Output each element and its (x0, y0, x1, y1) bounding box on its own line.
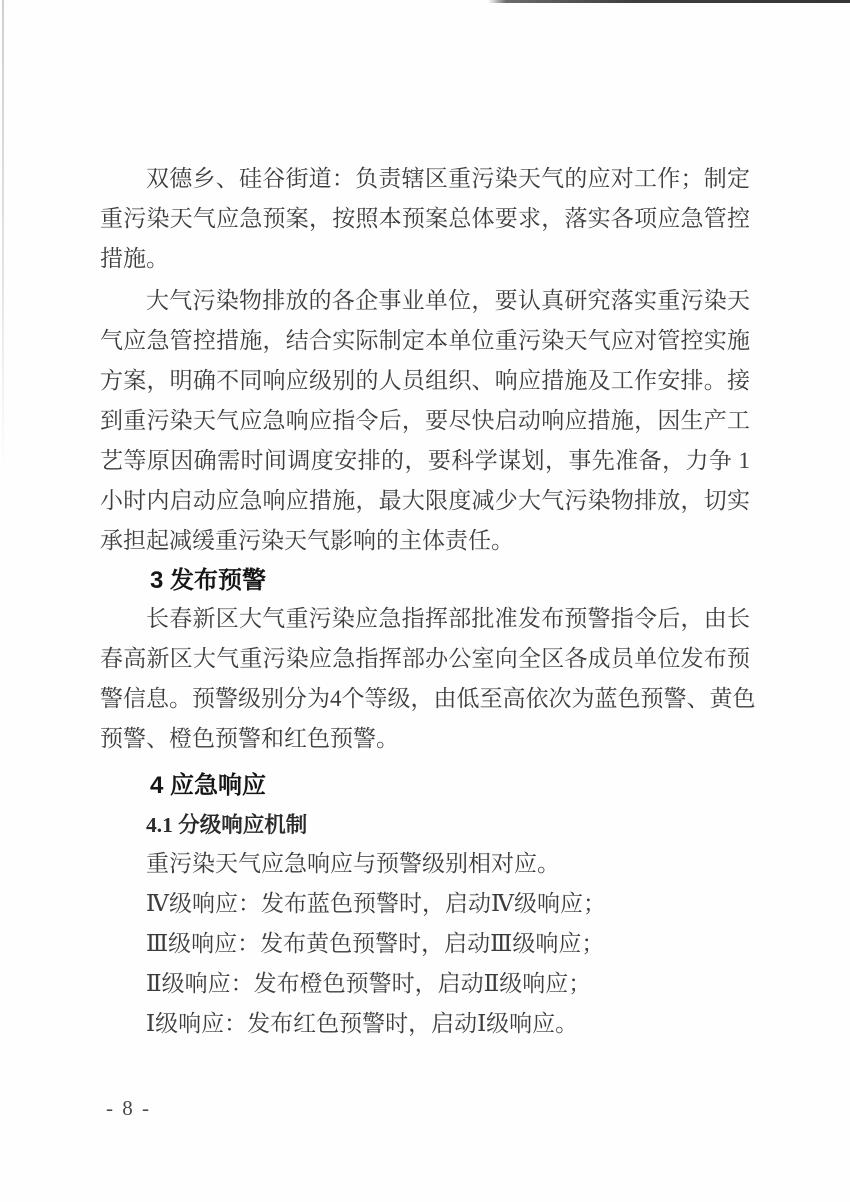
paragraph-warning-issuance (100, 599, 756, 759)
page-content (100, 0, 756, 1120)
response-level-line-iii: Ⅲ级响应：发布黄色预警时，启动Ⅲ级响应； (146, 931, 605, 956)
body-line: 重污染天气应急预案，按照本预案总体要求，落实各项应急管控 (100, 206, 750, 231)
section-heading-4-emergency-response: 4 应急响应 (150, 772, 267, 799)
scan-edge-left-line (2, 0, 4, 470)
section-heading-3-issue-warning: 3 发布预警 (150, 567, 267, 594)
paragraph-responsibility-streets (100, 159, 750, 279)
response-level-line-ii: Ⅱ级响应：发布橙色预警时，启动Ⅱ级响应； (146, 971, 592, 996)
response-level-list (100, 884, 750, 1044)
body-line: 艺等原因确需时间调度安排的，要科学谋划，事先准备，力争 1 (100, 448, 750, 473)
response-level-line-iv: Ⅳ级响应：发布蓝色预警时，启动Ⅳ级响应； (146, 891, 606, 916)
body-line: 大气污染物排放的各企事业单位，要认真研究落实重污染天 (146, 288, 750, 313)
body-line: 措施。 (100, 246, 169, 271)
body-line: 小时内启动应急响应措施，最大限度减少大气污染物排放，切实 (100, 488, 750, 513)
body-line: 气应急管控措施，结合实际制定本单位重污染天气应对管控实施 (100, 328, 750, 353)
subsection-heading-4-1-graded-response: 4.1 分级响应机制 (146, 813, 308, 837)
body-line: 到重污染天气应急响应指令后，要尽快启动响应措施，因生产工 (100, 408, 750, 433)
body-line: 长春新区大气重污染应急指挥部批准发布预警指令后，由长 (146, 606, 750, 631)
paragraph-enterprises-duties (100, 281, 750, 561)
section-4-1-intro-line: 重污染天气应急响应与预警级别相对应。 (146, 851, 560, 876)
body-line: 警信息。预警级别分为4个等级，由低至高依次为蓝色预警、黄色 (100, 686, 756, 711)
body-line: 方案，明确不同响应级别的人员组织、响应措施及工作安排。接 (100, 368, 750, 393)
page-number: - 8 - (106, 1096, 151, 1120)
response-level-line-i: Ⅰ级响应：发布红色预警时，启动Ⅰ级响应。 (146, 1011, 579, 1036)
body-line: 承担起减缓重污染天气影响的主体责任。 (100, 528, 514, 553)
body-line: 预警、橙色预警和红色预警。 (100, 726, 399, 751)
body-line: 双德乡、硅谷街道：负责辖区重污染天气的应对工作；制定 (146, 166, 750, 191)
body-line: 春高新区大气重污染应急指挥部办公室向全区各成员单位发布预 (100, 646, 750, 671)
